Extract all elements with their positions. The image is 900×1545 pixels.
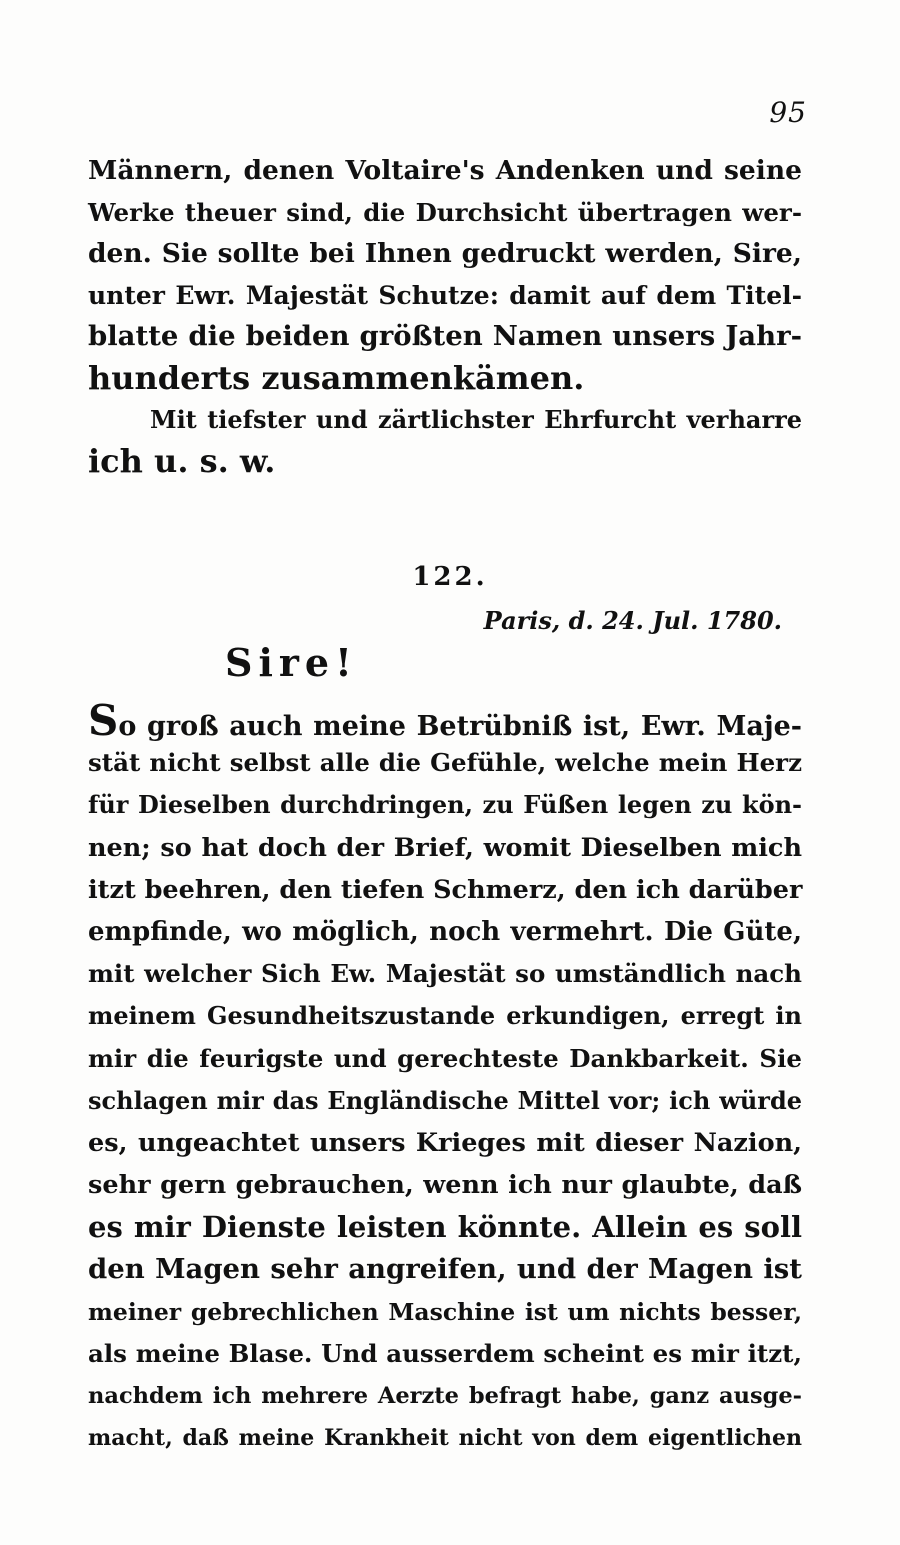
text-line: als meine Blase. Und ausserdem scheint es mir itzt, xyxy=(88,1338,802,1368)
text-line: mit welcher Sich Ew. Majestät so umständlich nach xyxy=(88,959,802,989)
letter-number: 122. xyxy=(412,562,488,592)
text-line: itzt beehren, den tiefen Schmerz, den ich darüber xyxy=(88,874,803,905)
text-line: mir die feurigste und gerechteste Dankbarkeit. Sie xyxy=(88,1043,802,1073)
salutation: Sire! xyxy=(225,640,358,685)
text-line: Männern, denen Voltaire's Andenken und seine xyxy=(88,155,802,186)
text-line: empfinde, wo möglich, noch vermehrt. Die Güte, xyxy=(88,916,802,947)
text-line: den. Sie sollte bei Ihnen gedruckt werden, Sire, xyxy=(88,238,802,269)
text-line: für Dieselben durchdringen, zu Füßen legen zu kön- xyxy=(88,790,802,820)
text-line-rest: o groß auch meine Betrübniß ist, Ewr. Maje- xyxy=(118,711,802,742)
text-line: sehr gern gebrauchen, wenn ich nur glaubte, daß xyxy=(88,1170,802,1201)
page-number: 95 xyxy=(769,96,807,129)
text-line: macht, daß meine Krankheit nicht von dem eigentlichen xyxy=(88,1425,802,1452)
text-line: meiner gebrechlichen Maschine ist um nichts besser, xyxy=(88,1297,802,1326)
closing-line: ich u. s. w. xyxy=(88,441,276,480)
text-line: meinem Gesundheitszustande erkundigen, erregt in xyxy=(88,1001,802,1031)
text-line: schlagen mir das Engländische Mittel vor; ich würde xyxy=(88,1085,802,1115)
paragraph-continuation xyxy=(88,150,802,482)
letter-body xyxy=(88,696,803,1459)
closing-line: Mit tiefster und zärtlichster Ehrfurcht verharre xyxy=(150,405,802,434)
text-line: blatte die beiden größten Namen unsers Jahr- xyxy=(88,320,802,352)
text-line: Werke theuer sind, die Durchsicht übertragen wer- xyxy=(88,197,802,227)
text-line: es, ungeachtet unsers Krieges mit dieser Nazion, xyxy=(88,1127,802,1158)
text-line: es mir Dienste leisten könnte. Allein es soll xyxy=(88,1210,802,1245)
place-date: Paris, d. 24. Jul. 1780. xyxy=(483,606,782,635)
text-line: unter Ewr. Majestät Schutze: damit auf dem Titel- xyxy=(88,280,802,310)
text-line: nachdem ich mehrere Aerzte befragt habe, ganz ausge- xyxy=(88,1383,802,1409)
text-line-first xyxy=(88,696,802,745)
text-line: stät nicht selbst alle die Gefühle, welche mein Herz xyxy=(88,748,802,778)
text-line: nen; so hat doch der Brief, womit Dieselben mich xyxy=(88,832,802,863)
text-line: den Magen sehr angreifen, und der Magen ist xyxy=(88,1253,802,1286)
drop-cap: S xyxy=(88,696,119,745)
text-line: hunderts zusammenkämen. xyxy=(88,358,585,397)
